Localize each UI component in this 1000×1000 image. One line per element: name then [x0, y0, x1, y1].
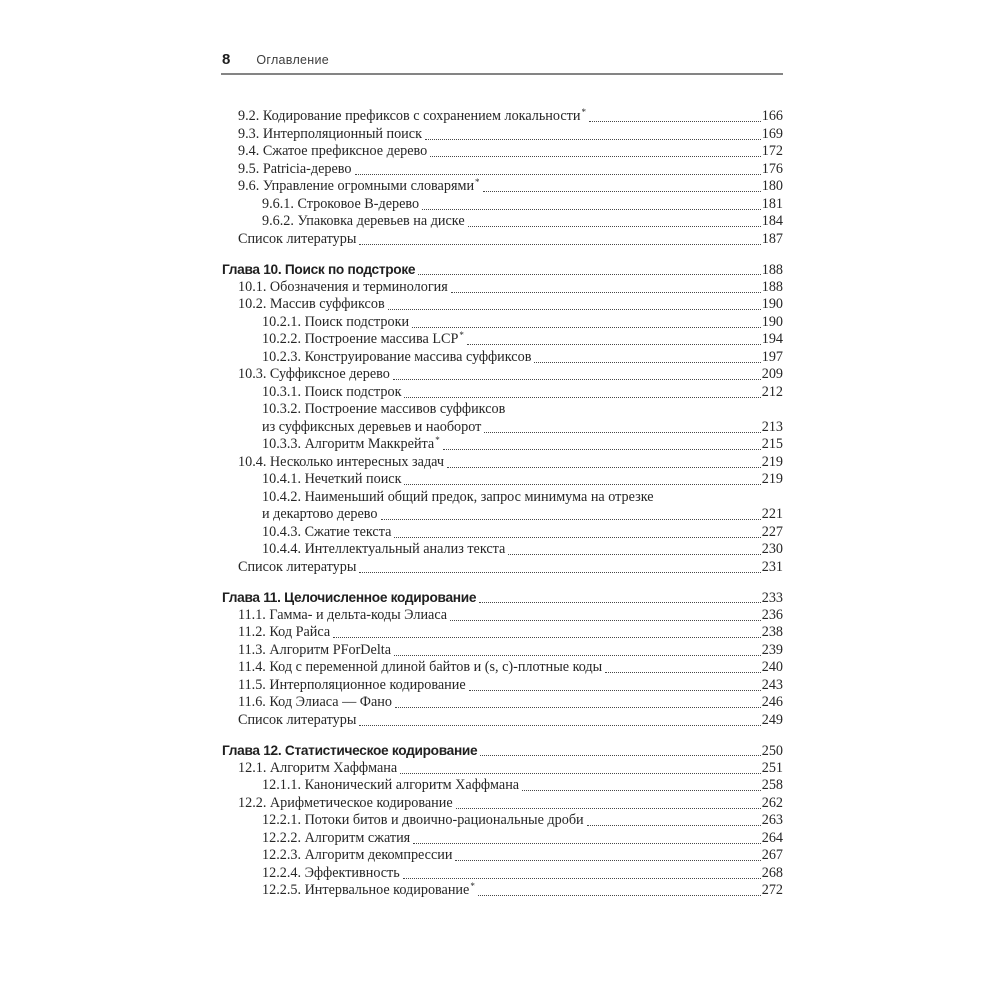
toc-entry-title: 12.1.1. Канонический алгоритм Хаффмана	[262, 777, 520, 793]
toc-page-number: 264	[761, 829, 783, 846]
toc-page-number: 249	[761, 711, 783, 728]
toc-entry-row	[222, 865, 783, 883]
toc-page-number: 272	[761, 882, 783, 898]
toc-page-number: 180	[761, 178, 783, 194]
toc-entry-row	[222, 607, 783, 625]
toc-entry-title: 9.6.2. Упаковка деревьев на диске	[262, 213, 465, 229]
toc-page-number: 188	[761, 262, 783, 278]
toc-page-number: 188	[761, 278, 783, 295]
toc-entry-title: 12.1. Алгоритм Хаффмана	[238, 759, 398, 776]
dot-leader	[412, 327, 761, 328]
toc-entry-row	[222, 677, 783, 695]
dot-leader	[605, 672, 761, 673]
dot-leader	[478, 895, 761, 896]
toc-entry-title: 12.2.1. Потоки битов и двоично-рациональные дроби	[262, 812, 584, 828]
toc-page-number: 236	[761, 606, 783, 623]
dot-leader	[451, 292, 761, 293]
toc-entry-row	[222, 777, 783, 795]
toc-page-number: 251	[761, 759, 783, 776]
toc-entry-row	[222, 694, 783, 712]
toc-entry-row	[222, 143, 783, 161]
toc-entry-title: 10.2.2. Построение массива LCP*	[262, 330, 464, 347]
toc-chapter-row	[222, 261, 783, 279]
advanced-section-marker: *	[475, 177, 480, 187]
toc-entry-row	[222, 296, 783, 314]
toc-entry-row	[222, 830, 783, 848]
toc-entry-title: 10.3.3. Алгоритм Маккрейта*	[262, 435, 440, 452]
toc-entry-title: Глава 10. Поиск по подстроке	[222, 262, 416, 277]
toc-entry-row	[222, 712, 783, 730]
toc-page-number: 238	[761, 624, 783, 640]
toc-entry-title: 11.4. Код с переменной длиной байтов и (s, c)-плотные коды	[238, 659, 603, 675]
toc-entry-row	[222, 506, 783, 524]
toc-page-number: 230	[761, 541, 783, 557]
toc-entry-row	[222, 196, 783, 214]
toc-entry-title: 10.1. Обозначения и терминология	[238, 278, 448, 295]
dot-leader	[394, 655, 761, 656]
advanced-section-marker: *	[581, 107, 586, 117]
toc-page-number: 262	[761, 794, 783, 811]
toc-entry-title: 10.4.3. Сжатие текста	[262, 523, 392, 540]
toc-page-number: 250	[761, 743, 783, 759]
dot-leader	[422, 209, 761, 210]
toc-page-number: 190	[761, 313, 783, 330]
toc-page-number: 194	[761, 331, 783, 347]
toc-page-number: 227	[761, 523, 783, 540]
section-gap	[222, 576, 783, 589]
dot-leader	[508, 554, 760, 555]
toc-entry-row	[222, 489, 783, 507]
dot-leader	[469, 690, 761, 691]
dot-leader	[333, 637, 761, 638]
toc-entry-title: 12.2.2. Алгоритм сжатия	[262, 829, 411, 846]
toc-page-number: 213	[761, 418, 783, 435]
running-title: Оглавление	[256, 53, 330, 67]
dot-leader	[359, 244, 760, 245]
dot-leader	[480, 755, 760, 756]
toc-entry-title: 10.4.4. Интеллектуальный анализ текста	[262, 541, 506, 557]
dot-leader	[355, 174, 761, 175]
toc-entry-row	[222, 559, 783, 577]
dot-leader	[395, 707, 761, 708]
dot-leader	[425, 139, 761, 140]
dot-leader	[430, 156, 760, 157]
advanced-section-marker: *	[435, 435, 440, 445]
toc-entry-row	[222, 847, 783, 865]
toc-entry-row	[222, 161, 783, 179]
toc-entry-row	[222, 659, 783, 677]
page-header	[222, 51, 783, 68]
toc-entry-row	[222, 419, 783, 437]
toc-entry-row	[222, 471, 783, 489]
dot-leader	[394, 537, 760, 538]
dot-leader	[455, 860, 760, 861]
toc-entry-row	[222, 231, 783, 249]
toc-entry-title: 9.5. Patricia-дерево	[238, 160, 352, 177]
toc-entry-title: Список литературы	[238, 230, 357, 247]
toc-page-number: 209	[761, 366, 783, 382]
toc-entry-title: 11.5. Интерполяционное кодирование	[238, 676, 466, 693]
toc-page-number: 181	[761, 195, 783, 212]
toc-entry-title: 10.3.2. Построение массивов суффиксов	[262, 401, 506, 417]
toc-page-number: 267	[761, 847, 783, 863]
toc-entry-title: 9.3. Интерполяционный поиск	[238, 125, 422, 142]
dot-leader	[589, 121, 761, 122]
toc-entry-row	[222, 349, 783, 367]
dot-leader	[467, 344, 761, 345]
toc-page-number: 212	[761, 383, 783, 400]
toc-page-number: 268	[761, 864, 783, 881]
toc-page-number: 243	[761, 676, 783, 693]
header-rule	[221, 73, 783, 75]
toc-page-number: 190	[761, 296, 783, 312]
toc-entry-row	[222, 213, 783, 231]
toc-page-number: 176	[761, 160, 783, 177]
toc-entry-row	[222, 401, 783, 419]
toc-page-number: 215	[761, 436, 783, 452]
toc-page-number: 187	[761, 230, 783, 247]
dot-leader	[359, 725, 760, 726]
dot-leader	[522, 790, 761, 791]
toc-entry-title: 10.4. Несколько интересных задач	[238, 453, 445, 470]
toc-page-number: 221	[761, 506, 783, 522]
toc-entry-row	[222, 795, 783, 813]
toc-page-number: 263	[761, 812, 783, 828]
dot-leader	[413, 843, 761, 844]
dot-leader	[400, 773, 761, 774]
dot-leader	[359, 572, 760, 573]
toc-entry-title: Список литературы	[238, 711, 357, 728]
toc-entry-row	[222, 126, 783, 144]
toc-page-number: 184	[761, 213, 783, 229]
toc-page-number: 258	[761, 777, 783, 793]
toc-entry-title: Глава 12. Статистическое кодирование	[222, 743, 478, 758]
toc-entry-row	[222, 366, 783, 384]
toc-page-number: 172	[761, 143, 783, 159]
toc-entry-row	[222, 812, 783, 830]
toc-entry-title: 10.2.1. Поиск подстроки	[262, 313, 410, 330]
toc-page-number: 231	[761, 558, 783, 575]
toc-entry-row	[222, 436, 783, 454]
toc-entry-row	[222, 541, 783, 559]
toc-entry-title: 12.2.5. Интервальное кодирование*	[262, 881, 475, 898]
toc-entry-row	[222, 279, 783, 297]
toc-entry-title: 10.3. Суффиксное дерево	[238, 366, 390, 382]
toc-entry-title: 10.4.1. Нечеткий поиск	[262, 471, 402, 487]
toc-entry-row	[222, 524, 783, 542]
toc-entry-row	[222, 624, 783, 642]
dot-leader	[450, 620, 761, 621]
dot-leader	[418, 274, 760, 275]
toc-entry-title: и декартово дерево	[262, 506, 378, 522]
toc-entry-title: 12.2.3. Алгоритм декомпрессии	[262, 847, 453, 863]
dot-leader	[447, 467, 761, 468]
toc-chapter-row	[222, 589, 783, 607]
dot-leader	[479, 602, 761, 603]
dot-leader	[443, 449, 761, 450]
dot-leader	[534, 362, 760, 363]
toc-entry-row	[222, 178, 783, 196]
toc-entry-row	[222, 454, 783, 472]
toc-page-number: 169	[761, 125, 783, 142]
toc-entry-title: 11.3. Алгоритм PForDelta	[238, 641, 392, 658]
toc-entry-title: 9.6.1. Строковое B-дерево	[262, 195, 420, 212]
toc-entry-title: 10.4.2. Наименьший общий предок, запрос минимума на отрезке	[262, 488, 654, 505]
toc-entry-title: 11.2. Код Райса	[238, 624, 331, 640]
toc-entry-row	[222, 314, 783, 332]
toc-page-number: 246	[761, 694, 783, 710]
toc-entry-title: 9.6. Управление огромными словарями*	[238, 177, 480, 194]
toc-entry-title: Список литературы	[238, 558, 357, 575]
toc-entry-title: 10.2. Массив суффиксов	[238, 296, 385, 312]
dot-leader	[403, 878, 761, 879]
toc-entry-row	[222, 108, 783, 126]
dot-leader	[381, 519, 761, 520]
toc-chapter-row	[222, 742, 783, 760]
toc-entry-title: 11.1. Гамма- и дельта-коды Элиаса	[238, 606, 448, 623]
dot-leader	[393, 379, 761, 380]
toc-page-number: 240	[761, 659, 783, 675]
dot-leader	[468, 226, 761, 227]
toc-entry-title: 9.4. Сжатое префиксное дерево	[238, 143, 428, 159]
toc-entry-title: из суффиксных деревьев и наоборот	[262, 418, 482, 435]
dot-leader	[587, 825, 761, 826]
dot-leader	[483, 191, 761, 192]
dot-leader	[404, 397, 760, 398]
toc-page-number: 166	[761, 108, 783, 124]
toc-page-number: 219	[761, 453, 783, 470]
toc-entry-row	[222, 331, 783, 349]
advanced-section-marker: *	[470, 881, 475, 891]
section-gap	[222, 248, 783, 261]
table-of-contents	[222, 108, 783, 900]
dot-leader	[388, 309, 761, 310]
toc-entry-row	[222, 882, 783, 900]
toc-page-number: 239	[761, 641, 783, 658]
toc-page-number: 233	[761, 590, 783, 606]
toc-page-number: 219	[761, 471, 783, 487]
header-page-number: 8	[222, 51, 231, 68]
toc-entry-title: 12.2. Арифметическое кодирование	[238, 794, 453, 811]
toc-page-number: 197	[761, 348, 783, 365]
toc-entry-title: 11.6. Код Элиаса — Фано	[238, 694, 392, 710]
toc-entry-row	[222, 760, 783, 778]
toc-entry-title: 12.2.4. Эффективность	[262, 864, 400, 881]
section-gap	[222, 729, 783, 742]
toc-entry-title: 10.2.3. Конструирование массива суффиксов	[262, 348, 532, 365]
dot-leader	[484, 432, 760, 433]
toc-entry-row	[222, 642, 783, 660]
advanced-section-marker: *	[459, 330, 464, 340]
toc-entry-title: 10.3.1. Поиск подстрок	[262, 383, 402, 400]
toc-entry-title: Глава 11. Целочисленное кодирование	[222, 590, 477, 605]
toc-entry-title: 9.2. Кодирование префиксов с сохранением локальности*	[238, 107, 586, 124]
dot-leader	[404, 484, 760, 485]
dot-leader	[456, 808, 761, 809]
toc-entry-row	[222, 384, 783, 402]
